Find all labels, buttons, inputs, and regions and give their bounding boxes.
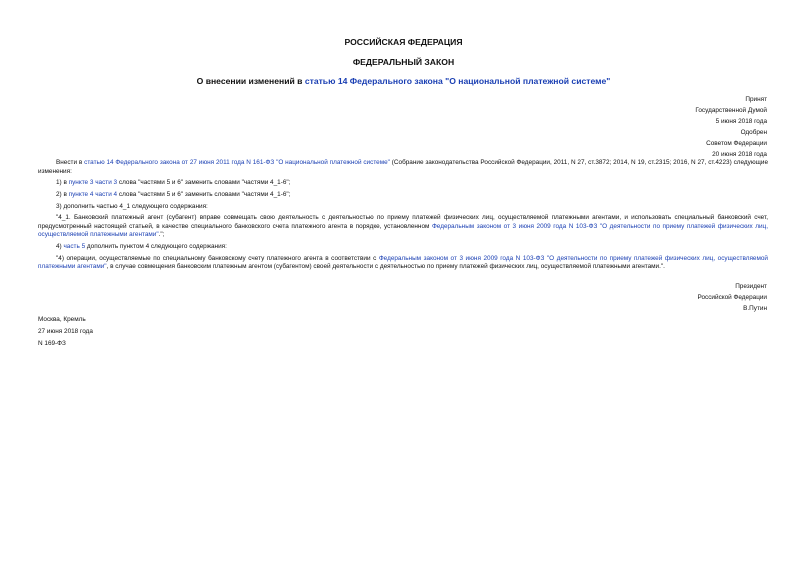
part-link[interactable]: часть 5 bbox=[63, 243, 86, 251]
article-link[interactable]: статью 14 Федерального закона от 27 июня 2011 года N 161-ФЗ "О национальной платежной системе" bbox=[84, 159, 390, 166]
text: 2) в bbox=[56, 190, 69, 198]
paragraph-part-4-1 bbox=[38, 214, 768, 240]
text: "4) операции, осуществляемые по специальному банковскому счету платежного агента в соответствии с bbox=[56, 254, 379, 262]
law-number: N 169-ФЗ bbox=[38, 340, 66, 347]
law-link[interactable]: Федеральным законом от 3 июня 2009 года N 103-ФЗ "О деятельности по приему платежей физических лиц, осуществляемой платежными агентами" bbox=[38, 222, 768, 239]
approved-by: Советом Федерации bbox=[706, 140, 767, 147]
item-link[interactable]: пункте 4 части 4 bbox=[68, 190, 118, 198]
paragraph-intro bbox=[38, 159, 768, 176]
signature-country: Российской Федерации bbox=[697, 294, 767, 301]
item-link[interactable]: пункте 3 части 3 bbox=[68, 179, 118, 187]
adopted-by: Государственной Думой bbox=[695, 107, 767, 114]
law-title bbox=[0, 76, 807, 88]
approved-date: 20 июня 2018 года bbox=[712, 151, 767, 158]
law-title-link[interactable]: статью 14 Федерального закона "О национальной платежной системе" bbox=[304, 76, 611, 86]
text: (Собрание законодательства Российской Федерации, 2011, N 27, ст.3872; 2014, N 19, ст.2315; 2016, N 27, ст.4223) следующие изменения: bbox=[38, 159, 769, 175]
text: ."; bbox=[158, 231, 165, 239]
law-link[interactable]: Федеральным законом от 3 июня 2009 года N 103-ФЗ "О деятельности по приему платежей физических лиц, осуществляемой платежными агентами" bbox=[38, 254, 768, 271]
signature-title: Президент bbox=[735, 283, 767, 290]
adopted-date: 5 июня 2018 года bbox=[715, 118, 767, 125]
paragraph-item-4 bbox=[38, 243, 768, 252]
text: слова "частями 5 и 6" заменить словами "частями 4_1-6"; bbox=[117, 190, 291, 198]
law-title-prefix: О внесении изменений в bbox=[196, 76, 305, 86]
signature-block bbox=[698, 283, 768, 316]
signature-name: В.Путин bbox=[743, 305, 767, 312]
law-type-heading: ФЕДЕРАЛЬНЫЙ ЗАКОН bbox=[352, 57, 455, 67]
paragraph-item-2 bbox=[38, 191, 768, 200]
approved-label: Одобрен bbox=[740, 129, 767, 136]
adoption-block bbox=[695, 96, 767, 162]
paragraph-point-4 bbox=[38, 255, 768, 272]
text: Внести в bbox=[56, 159, 85, 166]
text: дополнить пунктом 4 следующего содержания: bbox=[85, 243, 227, 251]
law-body bbox=[38, 159, 768, 275]
text: "4_1. Банковский платежный агент (субагент) вправе совмещать свою деятельность с деятельностью по приему платежей физических лиц, осуществляемой платежными агентами, и использовать специальный банковский счет, предусмотренный настоящей статьей, в качестве специального банковского счета платежного агента в порядке, установленном bbox=[38, 214, 768, 230]
signing-details bbox=[38, 314, 93, 350]
signing-date: 27 июня 2018 года bbox=[38, 328, 93, 335]
signing-place: Москва, Кремль bbox=[38, 316, 86, 323]
text: 1) в bbox=[56, 179, 69, 187]
adopted-label: Принят bbox=[745, 96, 767, 103]
paragraph-item-1 bbox=[38, 179, 768, 188]
text: слова "частями 5 и 6" заменить словами "частями 4_1-6"; bbox=[117, 179, 291, 187]
paragraph-item-3: 3) дополнить частью 4_1 следующего содержания: bbox=[56, 202, 208, 210]
text: 4) bbox=[56, 243, 64, 251]
country-heading: РОССИЙСКАЯ ФЕДЕРАЦИЯ bbox=[344, 37, 463, 47]
text: , в случае совмещения банковским платежным агентом (субагентом) своей деятельности с деятельностью по приему платежей физических лиц, осуществляемой платежными агентами.". bbox=[106, 263, 665, 271]
